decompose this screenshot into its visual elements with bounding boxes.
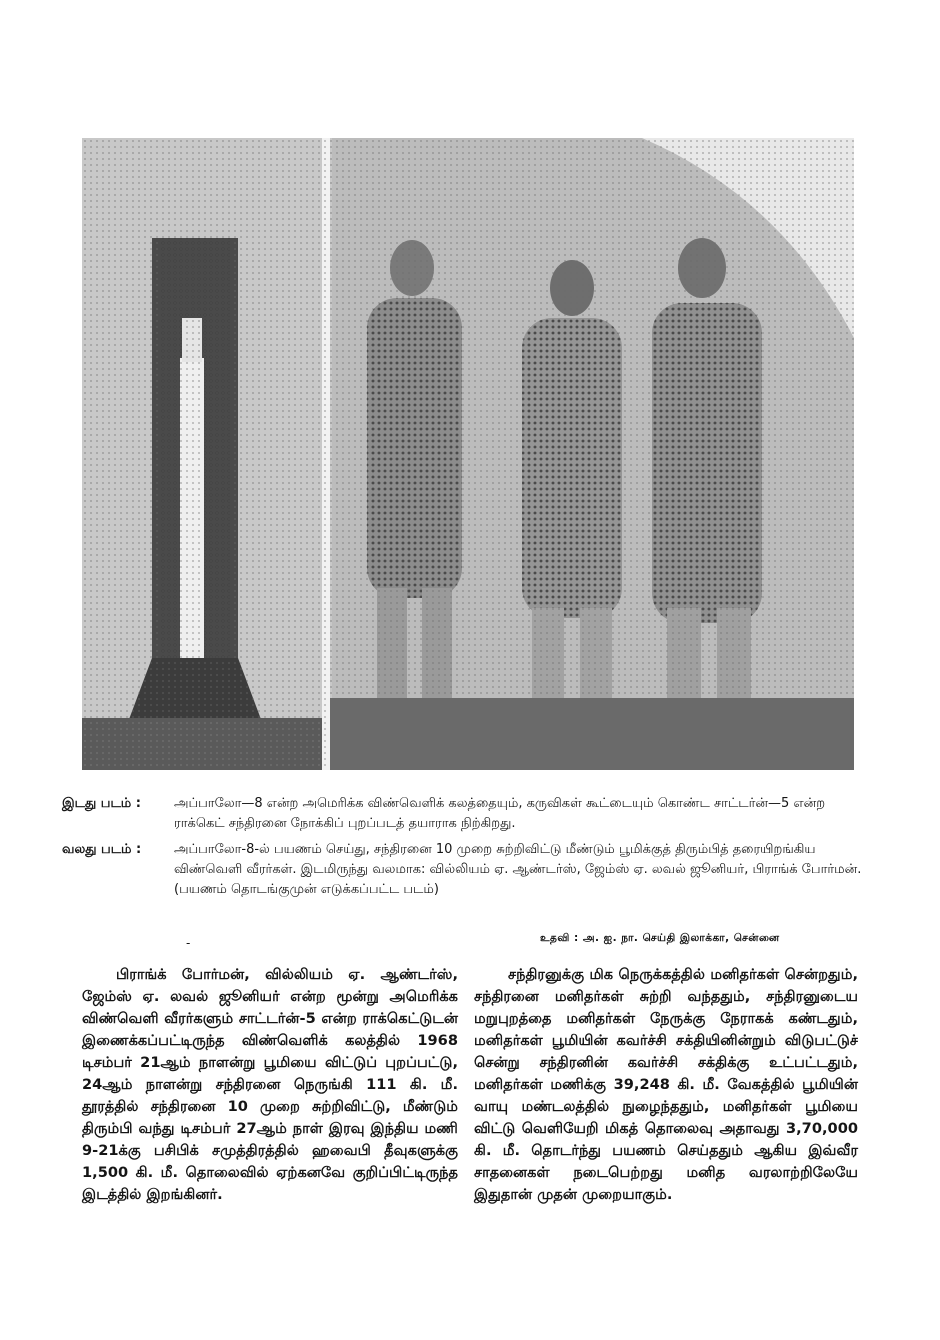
photo-illustration bbox=[82, 138, 854, 770]
photo-credit: உதவி : அ. ஐ. நா. செய்தி இலாக்கா, சென்னை bbox=[540, 932, 780, 944]
right-paragraph: சந்திரனுக்கு மிக நெருக்கத்தில் மனிதர்கள் சென்றதும், சந்திரனை மனிதர்கள் சுற்றி வந்ததும், சந்திரனுடைய மறுபுறத்தை மனிதர்கள் நேருக்கு நேராகக் கண்டதும், மனிதர்கள் பூமியின் கவர்ச்சி சக்தியினின்றும் விடுபட்டுச் சென்று சந்திரனின் கவர்ச்சி சக்திக்கு உட்பட்டதும், மனிதர்கள் மணிக்கு 39,248 கி. மீ. வேகத்தில் பூமியின் வாயு மண்டலத்தில் நுழைந்ததும், மனிதர்கள் பூமியை விட்டு வெளியேறி மிகத் தொலைவு அதாவது 3,70,000 கி. மீ. தொடர்ந்து பயணம் செய்ததும் ஆகிய இவ்வீர சாதனைகள் நடைபெற்றது மனித வரலாற்றிலேயே இதுதான் முதன் முறையாகும். bbox=[474, 966, 858, 1203]
article-left-column bbox=[82, 964, 458, 1206]
article-right-column bbox=[474, 964, 858, 1206]
left-paragraph: பிராங்க் போர்மன், வில்லியம் ஏ. ஆண்டர்ஸ், ஜேம்ஸ் ஏ. லவல் ஜூனியர் என்ற மூன்று அமெரிக்க விண்வெளி வீரர்களும் சாட்டர்ன்-5 என்ற ராக்கெட்டுடன் இணைக்கப்பட்டிருந்த விண்வெளிக் கலத்தில் 1968 டிசம்பர் 21ஆம் நாளன்று பூமியை விட்டுப் புறப்பட்டு, 24ஆம் நாளன்று சந்திரனை நெருங்கி 111 கி. மீ. தூரத்தில் சந்திரனை 10 முறை சுற்றிவிட்டு, மீண்டும் திரும்பி வந்து டிசம்பர் 27ஆம் நாள் இரவு இந்திய மணி 9-21க்கு பசிபிக் சமுத்திரத்தில் ஹவைபி தீவுகளுக்கு 1,500 கி. மீ. தொலைவில் ஏற்கனவே குறிப்பிட்டிருந்த இடத்தில் இறங்கினர். bbox=[82, 966, 458, 1203]
left-caption-label: இடது படம் : bbox=[62, 796, 141, 811]
left-caption-text: அப்பாலோ—8 என்ற அமெரிக்க விண்வெளிக் கலத்தையும், கருவிகள் கூட்டையும் கொண்ட சாட்டர்ன்—5 என்ற ராக்கெட் சந்திரனை நோக்கிப் புறப்படத் தயாராக நிற்கிறது. bbox=[174, 796, 826, 831]
divider-mark: - bbox=[186, 936, 191, 950]
halftone-photograph bbox=[82, 138, 854, 770]
right-caption-text: அப்பாலோ-8-ல் பயணம் செய்து, சந்திரனை 10 முறை சுற்றிவிட்டு மீண்டும் பூமிக்குத் திரும்பித் தரையிறங்கிய விண்வெளி வீரர்கள். இடமிருந்து வலமாக: வில்லியம் ஏ. ஆண்டர்ஸ், ஜேம்ஸ் ஏ. லவல் ஜூனியர், பிராங்க் போர்மன். (பயணம் தொடங்குமுன் எடுக்கப்பட்ட படம்) bbox=[174, 842, 862, 897]
left-photo-caption bbox=[62, 794, 862, 834]
right-caption-label: வலது படம் : bbox=[62, 842, 142, 857]
photo-captions bbox=[62, 794, 862, 906]
right-photo-caption bbox=[62, 840, 862, 900]
